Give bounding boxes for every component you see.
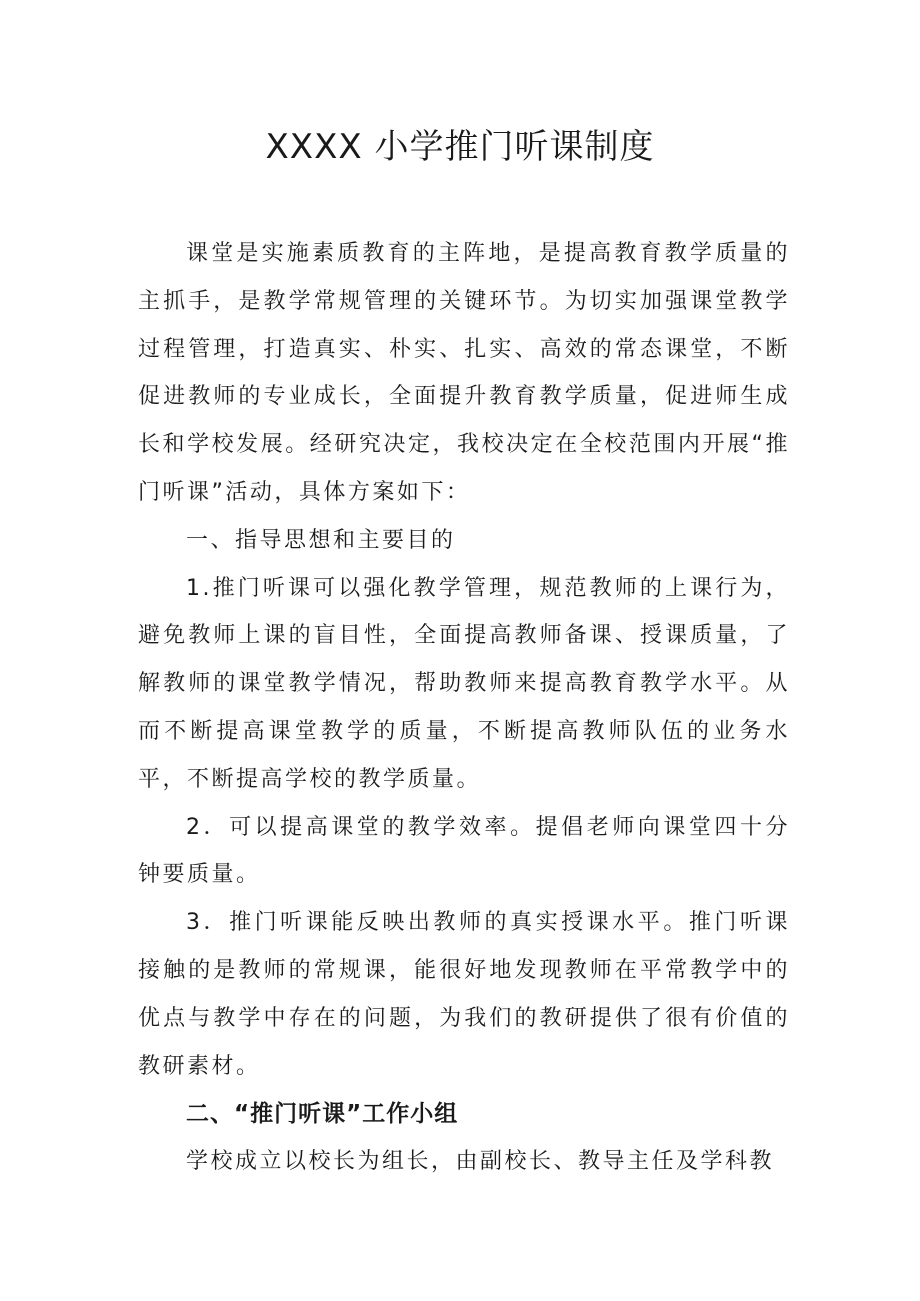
- section-one-heading: 一、指导思想和主要目的: [186, 527, 456, 553]
- document-title: XXXX 小学推门听课制度: [265, 127, 655, 167]
- point-one-paragraph: 1.推门听课可以强化教学管理，规范教师的上课行为，避免教师上课的盲目性，全面提高教师备课、授课质量，了解教师的课堂教学情况，帮助教师来提高教育教学水平。从而不断提高课堂教学的质量，不断提高教师队伍的业务水平，不断提高学校的教学质量。: [138, 575, 790, 792]
- section-two-heading: 二、“推门听课”工作小组: [186, 1101, 459, 1128]
- point-three-paragraph: 3．推门听课能反映出教师的真实授课水平。推门听课接触的是教师的常规课，能很好地发现教师在平常教学中的优点与教学中存在的问题，为我们的教研提供了很有价值的教研素材。: [138, 910, 790, 1079]
- point-two-paragraph: 2．可以提高课堂的教学效率。提倡老师向课堂四十分钟要质量。: [138, 814, 790, 888]
- intro-paragraph: 课堂是实施素质教育的主阵地，是提高教育教学质量的主抓手，是教学常规管理的关键环节。为切实加强课堂教学过程管理，打造真实、朴实、扎实、高效的常态课堂，不断促进教师的专业成长，全面提升教育教学质量，促进师生成长和学校发展。经研究决定，我校决定在全校范围内开展“推门听课”活动，具体方案如下：: [138, 241, 790, 505]
- document-body: [138, 230, 790, 1186]
- section-two-paragraph: 学校成立以校长为组长，由副校长、教导主任及学科教: [186, 1149, 775, 1175]
